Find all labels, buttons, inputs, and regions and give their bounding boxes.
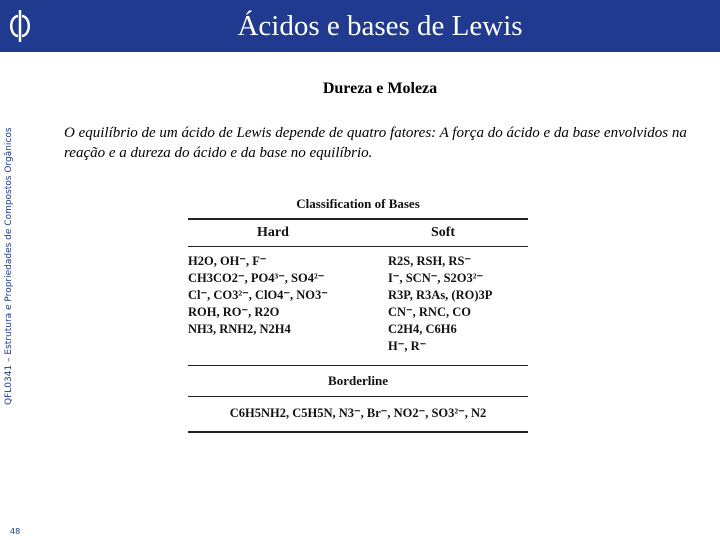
hard-column	[188, 253, 388, 355]
table-caption: Classification of Bases	[296, 196, 420, 211]
university-logo	[0, 0, 40, 52]
logo-icon	[5, 6, 35, 46]
soft-item: R2S, RSH, RS⁻	[388, 254, 472, 268]
slide-title: Ácidos e bases de Lewis	[237, 10, 523, 42]
hard-item: ROH, RO⁻, R2O	[188, 305, 280, 319]
borderline-items: C6H5NH2, C5H5N, N3⁻, Br⁻, NO2⁻, SO3²⁻, N2	[229, 406, 487, 420]
soft-item: CN⁻, RNC, CO	[388, 305, 471, 319]
soft-item: R3P, R3As, (RO)3P	[388, 288, 493, 302]
hard-header: Hard	[257, 225, 289, 240]
hard-item: H2O, OH⁻, F⁻	[188, 254, 267, 268]
borderline-header: Borderline	[328, 373, 388, 388]
hard-item: Cl⁻, CO3²⁻, ClO4⁻, NO3⁻	[188, 288, 328, 302]
table-header-row	[188, 220, 528, 246]
hard-item: CH3CO2⁻, PO4³⁻, SO4²⁻	[188, 271, 325, 285]
soft-item: H⁻, R⁻	[388, 339, 427, 353]
page-number: 48	[10, 527, 21, 536]
bases-classification-table	[188, 196, 528, 433]
soft-header: Soft	[430, 225, 456, 240]
section-subtitle: Dureza e Moleza	[322, 80, 438, 97]
table-bottom-rule	[188, 431, 528, 433]
soft-item: C2H4, C6H6	[388, 322, 457, 336]
body-paragraph: O equilíbrio de um ácido de Lewis depende de quatro fatores: A força do ácido e da base envolvidos na reação e a dureza do ácido e da base no equilíbrio.	[64, 125, 687, 161]
hard-item: NH3, RNH2, N2H4	[188, 322, 291, 336]
table-body	[188, 247, 528, 365]
soft-item: I⁻, SCN⁻, S2O3²⁻	[388, 271, 484, 285]
course-label: QFL0341 – Estrutura e Propriedades de Compostos Orgânicos	[4, 127, 14, 405]
soft-column	[388, 253, 528, 355]
